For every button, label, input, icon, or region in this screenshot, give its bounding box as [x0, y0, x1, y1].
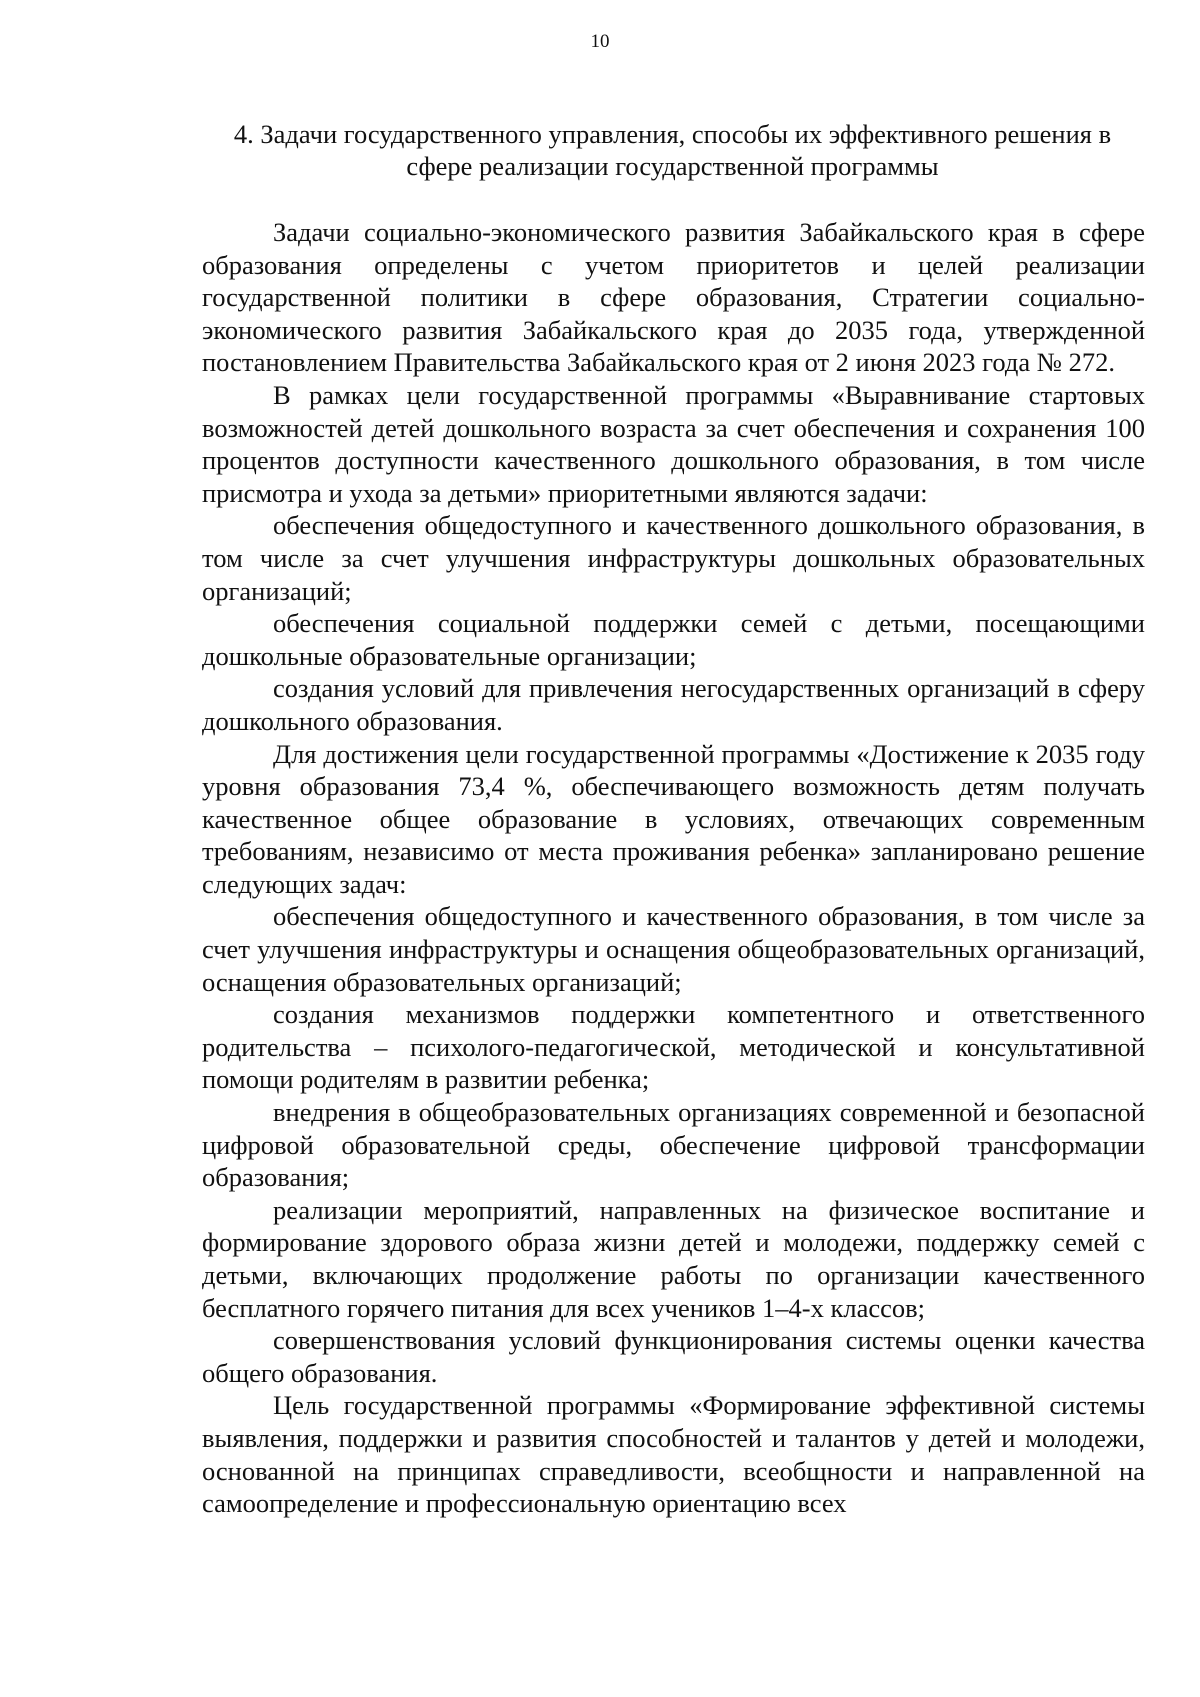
section-title: 4. Задачи государственного управления, способы их эффективного решения в сфере реализации государственной программы — [233, 119, 1112, 181]
paragraph-4: обеспечения социальной поддержки семей с детьми, посещающими дошкольные образовательные организации; — [202, 608, 1145, 671]
paragraph-2: В рамках цели государственной программы «Выравнивание стартовых возможностей детей дошкольного возраста за счет обеспечения и сохранения 100 процентов доступности качественного дошкольного образования, в том числе присмотра и ухода за детьми» приоритетными являются задачи: — [202, 379, 1145, 508]
paragraph-7: обеспечения общедоступного и качественного образования, в том числе за счет улучшения инфраструктуры и оснащения общеобразовательных организаций, оснащения образовательных организаций; — [202, 901, 1145, 997]
paragraph-10: реализации мероприятий, направленных на физическое воспитание и формирование здорового образа жизни детей и молодежи, поддержку семей с детьми, включающих продолжение работы по организации качественного бесплатного горячего питания для всех учеников 1–4-х классов; — [202, 1194, 1145, 1323]
paragraph-11: совершенствования условий функционирования системы оценки качества общего образования. — [202, 1325, 1145, 1388]
paragraph-8: создания механизмов поддержки компетентного и ответственного родительства – психолого-педагогической, методической и консультативной помощи родителям в развитии ребенка; — [202, 999, 1145, 1095]
paragraph-3: обеспечения общедоступного и качественного дошкольного образования, в том числе за счет улучшения инфраструктуры дошкольных образовательных организаций; — [202, 510, 1145, 606]
paragraph-9: внедрения в общеобразовательных организациях современной и безопасной цифровой образовательной среды, обеспечение цифровой трансформации образования; — [202, 1097, 1145, 1193]
paragraph-12: Цель государственной программы «Формирование эффективной системы выявления, поддержки и развития способностей и талантов у детей и молодежи, основанной на принципах справедливости, всеобщности и направленной на самоопределение и профессиональную ориентацию всех — [202, 1390, 1145, 1519]
paragraph-1: Задачи социально-экономического развития Забайкальского края в сфере образования определены с учетом приоритетов и целей реализации государственной политики в сфере образования, Стратегии социально-экономического развития Забайкальского края до 2035 года, утвержденной постановлением Правительства Забайкальского края от 2 июня 2023 года № 272. — [202, 217, 1145, 378]
page-number: 10 — [590, 31, 610, 52]
paragraph-5: создания условий для привлечения негосударственных организаций в сферу дошкольного образования. — [202, 673, 1145, 736]
document-body — [202, 216, 1145, 1520]
paragraph-6: Для достижения цели государственной программы «Достижение к 2035 году уровня образования 73,4 %, обеспечивающего возможность детям получать качественное общее образование в условиях, отвечающих современным требованиям, независимо от места проживания ребенка» запланировано решение следующих задач: — [202, 738, 1145, 899]
